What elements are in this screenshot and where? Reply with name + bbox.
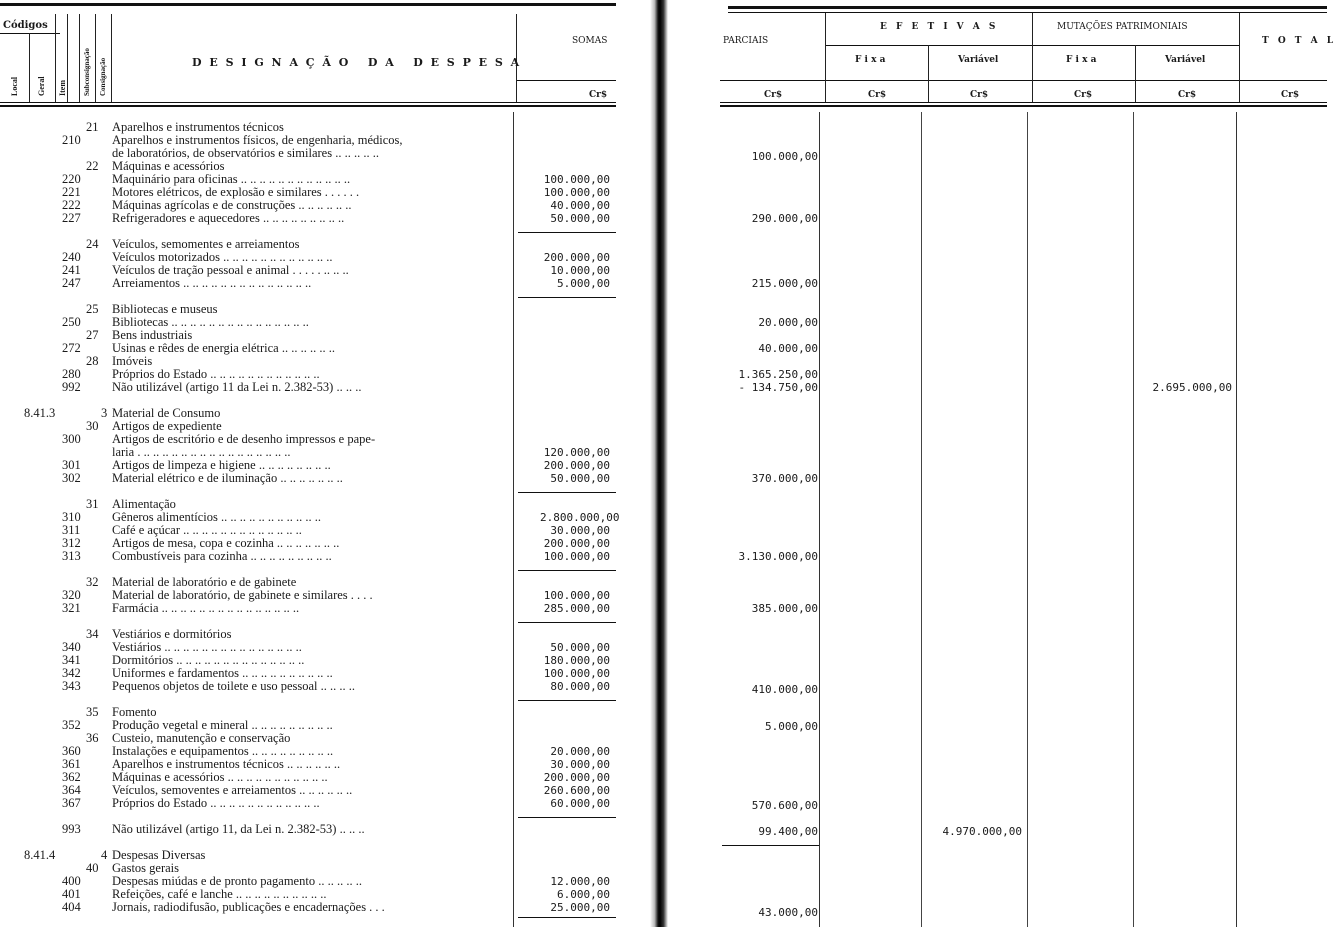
subtotal-rule	[518, 700, 616, 701]
expense-description: Material de laboratório, de gabinete e similares . . . .	[112, 588, 373, 602]
soma-value: 100.000,00	[543, 173, 610, 186]
item-code: 30	[86, 419, 99, 433]
item-code: 32	[86, 575, 99, 589]
subconsignacao-code: 311	[62, 523, 81, 537]
expense-description: Veículos, semoventes e arreiamentos .. .. .. .. .. ..	[112, 783, 353, 797]
efetivas-fixa-currency: Cr$	[868, 90, 887, 100]
subtotal-rule	[518, 570, 616, 571]
soma-value: 180.000,00	[543, 654, 610, 667]
soma-value: 100.000,00	[543, 667, 610, 680]
expense-description: Usinas e rêdes de energia elétrica .. .. .. .. .. ..	[112, 341, 335, 355]
expense-description: Não utilizável (artigo 11 da Lei n. 2.382-53) .. .. ..	[112, 380, 362, 394]
soma-value: 10.000,00	[550, 264, 610, 277]
total-header: T O T A L	[1262, 36, 1336, 46]
subconsignacao-code: 302	[62, 471, 81, 485]
parcial-value: 5.000,00	[765, 720, 818, 733]
currency-rule	[720, 80, 1327, 81]
soma-value: 2.800.000,00	[540, 511, 620, 524]
subconsignacao-code: 367	[62, 796, 81, 810]
subconsignacao-code: 321	[62, 601, 81, 615]
item-code: 31	[86, 497, 99, 511]
soma-value: 80.000,00	[550, 680, 610, 693]
item-code: 24	[86, 237, 99, 251]
expense-description: Aparelhos e instrumentos técnicos .. .. .. .. .. ..	[112, 757, 341, 771]
item-code: 36	[86, 731, 99, 745]
efetivas-variavel-currency: Cr$	[970, 90, 989, 100]
subconsignacao-code: 301	[62, 458, 81, 472]
book-gutter	[650, 0, 668, 927]
parcial-value: 43.000,00	[758, 906, 818, 919]
codigos-header: Códigos	[3, 20, 48, 31]
soma-value: 30.000,00	[550, 524, 610, 537]
item-code: 28	[86, 354, 99, 368]
somas-header: SOMAS	[572, 36, 608, 46]
parciais-currency: Cr$	[764, 90, 783, 100]
expense-description: laria . .. .. .. .. .. .. .. .. .. .. .. .. .. .. .. ..	[112, 445, 291, 459]
item-code: 21	[86, 120, 99, 134]
expense-description: Artigos de limpeza e higiene .. .. .. .. .. .. .. ..	[112, 458, 331, 472]
soma-value: 20.000,00	[550, 745, 610, 758]
soma-value: 285.000,00	[543, 602, 610, 615]
parcial-value: 1.365.250,00	[738, 368, 818, 381]
parcial-value: 410.000,00	[751, 683, 818, 696]
efetivas-variavel-value: 4.970.000,00	[942, 825, 1022, 838]
expense-description: Bibliotecas e museus	[112, 302, 218, 316]
subconsignacao-code: 341	[62, 653, 81, 667]
expense-description: Artigos de expediente	[112, 419, 222, 433]
mutacoes-variavel-header: Variável	[1165, 55, 1206, 65]
expense-description: Café e açúcar .. .. .. .. .. .. .. .. .. .. .. .. ..	[112, 523, 302, 537]
local-code: 8.41.4	[24, 848, 56, 862]
subconsignacao-code: 320	[62, 588, 81, 602]
subconsignacao-code: 400	[62, 874, 81, 888]
expense-description: Dormitórios .. .. .. .. .. .. .. .. .. .. .. .. .. ..	[112, 653, 305, 667]
expense-description: Veículos, semomentes e arreiamentos	[112, 237, 300, 251]
subtotal-rule	[518, 622, 616, 623]
expense-description: Imóveis	[112, 354, 153, 368]
header-rule-double	[720, 105, 1327, 107]
top-rule	[0, 3, 616, 6]
efetivas-fixa-header: F i x a	[855, 55, 886, 65]
expense-description: Aparelhos e instrumentos físicos, de engenharia, médicos,	[112, 133, 403, 147]
item-code: 4	[101, 848, 108, 862]
soma-value: 100.000,00	[543, 550, 610, 563]
subconsignacao-code: 250	[62, 315, 81, 329]
soma-value: 120.000,00	[543, 446, 610, 459]
expense-description: Alimentação	[112, 497, 176, 511]
header-rule	[0, 102, 616, 103]
expense-description: Bibliotecas .. .. .. .. .. .. .. .. .. .. .. .. .. .. ..	[112, 315, 309, 329]
col-subconsignacao-header: Subconsignação	[83, 48, 91, 96]
item-code: 34	[86, 627, 99, 641]
parcial-value: 20.000,00	[758, 316, 818, 329]
somas-column-divider	[513, 112, 514, 927]
subconsignacao-code: 310	[62, 510, 81, 524]
subtotal-rule	[518, 232, 616, 233]
soma-value: 30.000,00	[550, 758, 610, 771]
expense-description: Motores elétricos, de explosão e similares . . . . . .	[112, 185, 360, 199]
expense-description: Material de Consumo	[112, 406, 221, 420]
expense-description: Vestiários e dormitórios	[112, 627, 232, 641]
item-code: 35	[86, 705, 99, 719]
mutacoes-header: MUTAÇÕES PATRIMONIAIS	[1057, 22, 1188, 32]
soma-value: 200.000,00	[543, 537, 610, 550]
designacao-header: D E S I G N A Ç Ã O D A D E S P E S A	[192, 56, 522, 69]
subtotal-rule	[518, 492, 616, 493]
expense-description: Material elétrico e de iluminação .. .. .. .. .. .. ..	[112, 471, 343, 485]
expense-description: Artigos de mesa, copa e cozinha .. .. .. .. .. .. ..	[112, 536, 340, 550]
parcial-value: 370.000,00	[751, 472, 818, 485]
col-item-header: Item	[58, 80, 67, 96]
item-code: 22	[86, 159, 99, 173]
expense-description: Não utilizável (artigo 11, da Lei n. 2.382-53) .. .. ..	[112, 822, 365, 836]
subconsignacao-code: 221	[62, 185, 81, 199]
expense-description: Arreiamentos .. .. .. .. .. .. .. .. .. .. .. .. .. ..	[112, 276, 312, 290]
subconsignacao-code: 360	[62, 744, 81, 758]
subconsignacao-code: 222	[62, 198, 81, 212]
total-currency: Cr$	[1281, 90, 1300, 100]
soma-value: 100.000,00	[543, 589, 610, 602]
col-local-header: Local	[10, 76, 19, 96]
subconsignacao-code: 343	[62, 679, 81, 693]
header-rule-double	[0, 105, 616, 107]
expense-description: de laboratórios, de observatórios e similares .. .. .. .. ..	[112, 146, 379, 160]
col-geral-header: Geral	[37, 76, 46, 96]
parcial-value: 385.000,00	[751, 602, 818, 615]
soma-value: 60.000,00	[550, 797, 610, 810]
codigos-rule	[0, 33, 60, 34]
soma-value: 5.000,00	[557, 277, 610, 290]
expense-description: Maquinário para oficinas .. .. .. .. .. .. .. .. .. .. .. ..	[112, 172, 351, 186]
expense-description: Aparelhos e instrumentos técnicos	[112, 120, 284, 134]
local-code: 8.41.3	[24, 406, 56, 420]
expense-description: Gêneros alimentícios .. .. .. .. .. .. .. .. .. .. ..	[112, 510, 321, 524]
expense-description: Instalações e equipamentos .. .. .. .. .. .. .. .. ..	[112, 744, 334, 758]
expense-description: Fomento	[112, 705, 157, 719]
subconsignacao-code: 280	[62, 367, 81, 381]
soma-value: 200.000,00	[543, 459, 610, 472]
expense-description: Vestiários .. .. .. .. .. .. .. .. .. .. .. .. .. .. ..	[112, 640, 302, 654]
subconsignacao-code: 241	[62, 263, 81, 277]
subconsignacao-code: 312	[62, 536, 81, 550]
somas-currency: Cr$	[589, 90, 608, 100]
expense-description: Máquinas e acessórios	[112, 159, 225, 173]
soma-value: 25.000,00	[550, 901, 610, 914]
soma-value: 6.000,00	[557, 888, 610, 901]
top-rule	[728, 6, 1327, 9]
parcial-value: 570.600,00	[751, 799, 818, 812]
item-code: 27	[86, 328, 99, 342]
subconsignacao-code: 313	[62, 549, 81, 563]
mutacoes-variavel-value: 2.695.000,00	[1152, 381, 1232, 394]
subconsignacao-code: 364	[62, 783, 81, 797]
efetivas-variavel-header: Variável	[958, 55, 999, 65]
subconsignacao-code: 401	[62, 887, 81, 901]
subconsignacao-code: 247	[62, 276, 81, 290]
expense-description: Combustíveis para cozinha .. .. .. .. .. .. .. .. ..	[112, 549, 332, 563]
parcial-value: 215.000,00	[751, 277, 818, 290]
expense-description: Próprios do Estado .. .. .. .. .. .. .. .. .. .. .. ..	[112, 796, 320, 810]
expense-description: Gastos gerais	[112, 861, 179, 875]
subconsignacao-code: 362	[62, 770, 81, 784]
expense-description: Máquinas agrícolas e de construções .. .. .. .. .. ..	[112, 198, 352, 212]
item-code: 25	[86, 302, 99, 316]
mutacoes-fixa-header: F i x a	[1066, 55, 1097, 65]
expense-description: Custeio, manutenção e conservação	[112, 731, 291, 745]
expense-description: Veículos de tração pessoal e animal . . . . . .. .. ..	[112, 263, 349, 277]
expense-description: Veículos motorizados .. .. .. .. .. .. .. .. .. .. .. ..	[112, 250, 333, 264]
expense-description: Bens industriais	[112, 328, 193, 342]
subconsignacao-code: 404	[62, 900, 81, 914]
soma-value: 12.000,00	[550, 875, 610, 888]
soma-value: 100.000,00	[543, 186, 610, 199]
mutacoes-variavel-currency: Cr$	[1178, 90, 1197, 100]
expense-description: Jornais, radiodifusão, publicações e encadernações . . .	[112, 900, 385, 914]
subconsignacao-code: 992	[62, 380, 81, 394]
parcial-value: 3.130.000,00	[738, 550, 818, 563]
top-rule-thin	[728, 12, 1327, 13]
col-consignacao-header: Consignação	[99, 57, 107, 96]
mutacoes-fixa-currency: Cr$	[1074, 90, 1093, 100]
parcial-value: - 134.750,00	[738, 381, 818, 394]
subconsignacao-code: 227	[62, 211, 81, 225]
soma-value: 50.000,00	[550, 641, 610, 654]
subtotal-rule	[518, 297, 616, 298]
subtotal-rule	[518, 817, 616, 818]
parcial-value: 100.000,00	[751, 150, 818, 163]
header-rule	[720, 102, 1327, 103]
subconsignacao-code: 272	[62, 341, 81, 355]
expense-description: Farmácia .. .. .. .. .. .. .. .. .. .. .. .. .. .. ..	[112, 601, 300, 615]
parcial-value: 99.400,00	[758, 825, 818, 838]
subconsignacao-code: 993	[62, 822, 81, 836]
subconsignacao-code: 340	[62, 640, 81, 654]
expense-description: Próprios do Estado .. .. .. .. .. .. .. .. .. .. .. ..	[112, 367, 320, 381]
item-code: 40	[86, 861, 99, 875]
expense-description: Despesas Diversas	[112, 848, 206, 862]
final-rule	[722, 845, 819, 846]
subconsignacao-code: 300	[62, 432, 81, 446]
expense-description: Material de laboratório e de gabinete	[112, 575, 297, 589]
subconsignacao-code: 240	[62, 250, 81, 264]
somas-rule	[516, 80, 616, 81]
soma-value: 50.000,00	[550, 212, 610, 225]
expense-description: Máquinas e acessórios .. .. .. .. .. .. .. .. .. .. ..	[112, 770, 328, 784]
expense-description: Artigos de escritório e de desenho impressos e pape-	[112, 432, 376, 446]
item-code: 3	[101, 406, 108, 420]
expense-description: Despesas miúdas e de pronto pagamento .. .. .. .. ..	[112, 874, 362, 888]
parcial-value: 290.000,00	[751, 212, 818, 225]
expense-description: Produção vegetal e mineral .. .. .. .. .. .. .. .. ..	[112, 718, 333, 732]
subconsignacao-code: 352	[62, 718, 81, 732]
subconsignacao-code: 342	[62, 666, 81, 680]
soma-value: 200.000,00	[543, 251, 610, 264]
parcial-value: 40.000,00	[758, 342, 818, 355]
subconsignacao-code: 361	[62, 757, 81, 771]
expense-description: Refeições, café e lanche .. .. .. .. .. .. .. .. .. ..	[112, 887, 327, 901]
expense-description: Refrigeradores e aquecedores .. .. .. .. .. .. .. .. ..	[112, 211, 345, 225]
expense-description: Uniformes e fardamentos .. .. .. .. .. .. .. .. .. ..	[112, 666, 333, 680]
expense-description: Pequenos objetos de toilete e uso pessoal .. .. .. ..	[112, 679, 356, 693]
subconsignacao-code: 220	[62, 172, 81, 186]
parciais-header: PARCIAIS	[723, 36, 769, 46]
soma-value: 50.000,00	[550, 472, 610, 485]
soma-value: 40.000,00	[550, 199, 610, 212]
subconsignacao-code: 210	[62, 133, 81, 147]
subtotal-rule	[518, 917, 616, 918]
soma-value: 200.000,00	[543, 771, 610, 784]
soma-value: 260.600,00	[543, 784, 610, 797]
efetivas-header: E F E T I V A S	[880, 22, 999, 32]
